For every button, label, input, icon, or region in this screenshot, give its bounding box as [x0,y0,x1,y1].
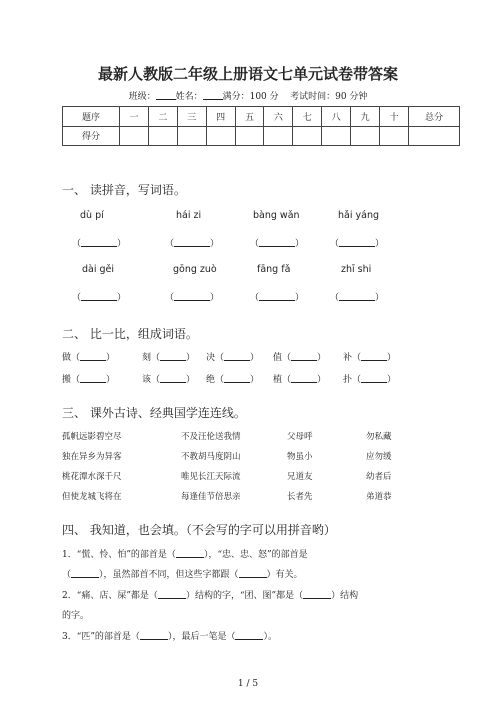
score-empty [264,126,293,146]
match-item: 但使龙城飞将在 [62,492,122,502]
exam-time: 考试时间：90 分钟 [290,92,368,102]
class-label: 班级： [128,92,156,102]
score-cell: 总分 [409,107,460,127]
score-empty [351,126,380,146]
question-3: 3．“匹”的部首是（ ），最后一笔是（ ）。 [62,632,277,642]
word-item: 做（ ） [62,353,116,363]
answer-bracket: （ ） [250,293,305,303]
score-cell: 题序 [63,107,120,127]
page-title: 最新人教版二年级上册语文七单元试卷带答案 [97,65,398,83]
question-1-line-1: 1．“慌、怜、怕”的部首是（ ），“忠、忠、怒”的部首是 [62,550,308,560]
match-item: 桃花潭水深千尺 [62,472,122,482]
word-item: 刻（ ） [142,353,196,363]
exam-info [0,89,496,102]
score-cell: 八 [322,107,351,127]
match-item: 不教胡马度阴山 [181,452,241,462]
word-item: 扑（ ） [343,375,397,385]
score-cell: 十 [380,107,409,127]
match-item: 不及汪伦送我情 [181,432,241,442]
answer-bracket: （ ） [250,239,305,249]
match-item: 孤帆远影碧空尽 [62,432,122,442]
match-item: 应勿缓 [366,452,392,462]
word-item: 该（ ） [142,375,196,385]
answer-bracket: （ ） [165,239,220,249]
answer-bracket: （ ） [165,293,220,303]
section-2-heading: 二、 比一比，组成词语。 [62,327,198,341]
score-label: 得分 [63,126,120,146]
score-cell: 九 [351,107,380,127]
word-item: 植（ ） [273,375,327,385]
pinyin: zhī shi [341,264,372,275]
match-item: 唯见长江天际流 [181,472,241,482]
score-empty [380,126,409,146]
score-empty [409,126,460,146]
score-empty [235,126,264,146]
pinyin: hǎi yáng [338,210,379,221]
answer-bracket: （ ） [72,239,127,249]
section-3-heading: 三、 课外古诗、经典国学连连线。 [62,406,246,420]
pinyin: bàng wǎn [253,210,300,221]
score-cell: 四 [206,107,235,127]
match-item: 勿私藏 [366,432,392,442]
word-item: 决（ ） [206,353,260,363]
pinyin: gōng zuò [173,264,217,275]
word-item: 补（ ） [343,353,397,363]
match-item: 兄道友 [287,472,313,482]
score-empty [322,126,351,146]
score-cell: 二 [148,107,177,127]
answer-bracket: （ ） [72,293,127,303]
match-item: 每逢佳节倍思亲 [181,492,241,502]
pinyin: dài gěi [82,264,115,275]
score-cell: 五 [235,107,264,127]
pinyin: hái zi [176,210,202,221]
match-item: 物虽小 [287,452,313,462]
pinyin: dù pí [80,210,104,221]
score-cell: 三 [177,107,206,127]
question-1-line-2: （ ），虽然部首不同，但这些字都跟（ ）有关。 [62,570,303,580]
full-score: 满分：100 分 [222,92,279,102]
score-empty [120,126,149,146]
question-2-line-1: 2．“痛、店、屎”都是（ ）结构的字，“团、图”都是（ ）结构 [62,591,359,601]
match-item: 长者先 [287,492,313,502]
score-empty [177,126,206,146]
match-item: 父母呼 [287,432,313,442]
score-empty [206,126,235,146]
pinyin: fāng fǎ [257,264,291,275]
score-empty [148,126,177,146]
class-blank [156,90,176,100]
score-empty [293,126,322,146]
match-item: 弟道恭 [366,492,392,502]
word-item: 搬（ ） [62,375,116,385]
score-header-row [63,107,460,127]
score-row [63,126,460,146]
question-2-line-2: 的字。 [62,611,90,621]
section-4-heading: 四、 我知道，也会填。（不会写的字可以用拼音哟） [62,523,336,537]
section-1-heading: 一、 读拼音，写词语。 [62,183,186,197]
score-cell: 六 [264,107,293,127]
word-item: 值（ ） [273,353,327,363]
match-item: 幼者后 [366,472,392,482]
score-cell: 一 [120,107,149,127]
name-blank [203,90,223,100]
page-number: 1 / 5 [237,679,259,689]
answer-bracket: （ ） [330,293,385,303]
score-table [62,106,460,146]
match-item: 独在异乡为异客 [62,452,122,462]
answer-bracket: （ ） [330,239,385,249]
name-label: 姓名： [175,92,203,102]
score-cell: 七 [293,107,322,127]
word-item: 绝（ ） [206,375,260,385]
